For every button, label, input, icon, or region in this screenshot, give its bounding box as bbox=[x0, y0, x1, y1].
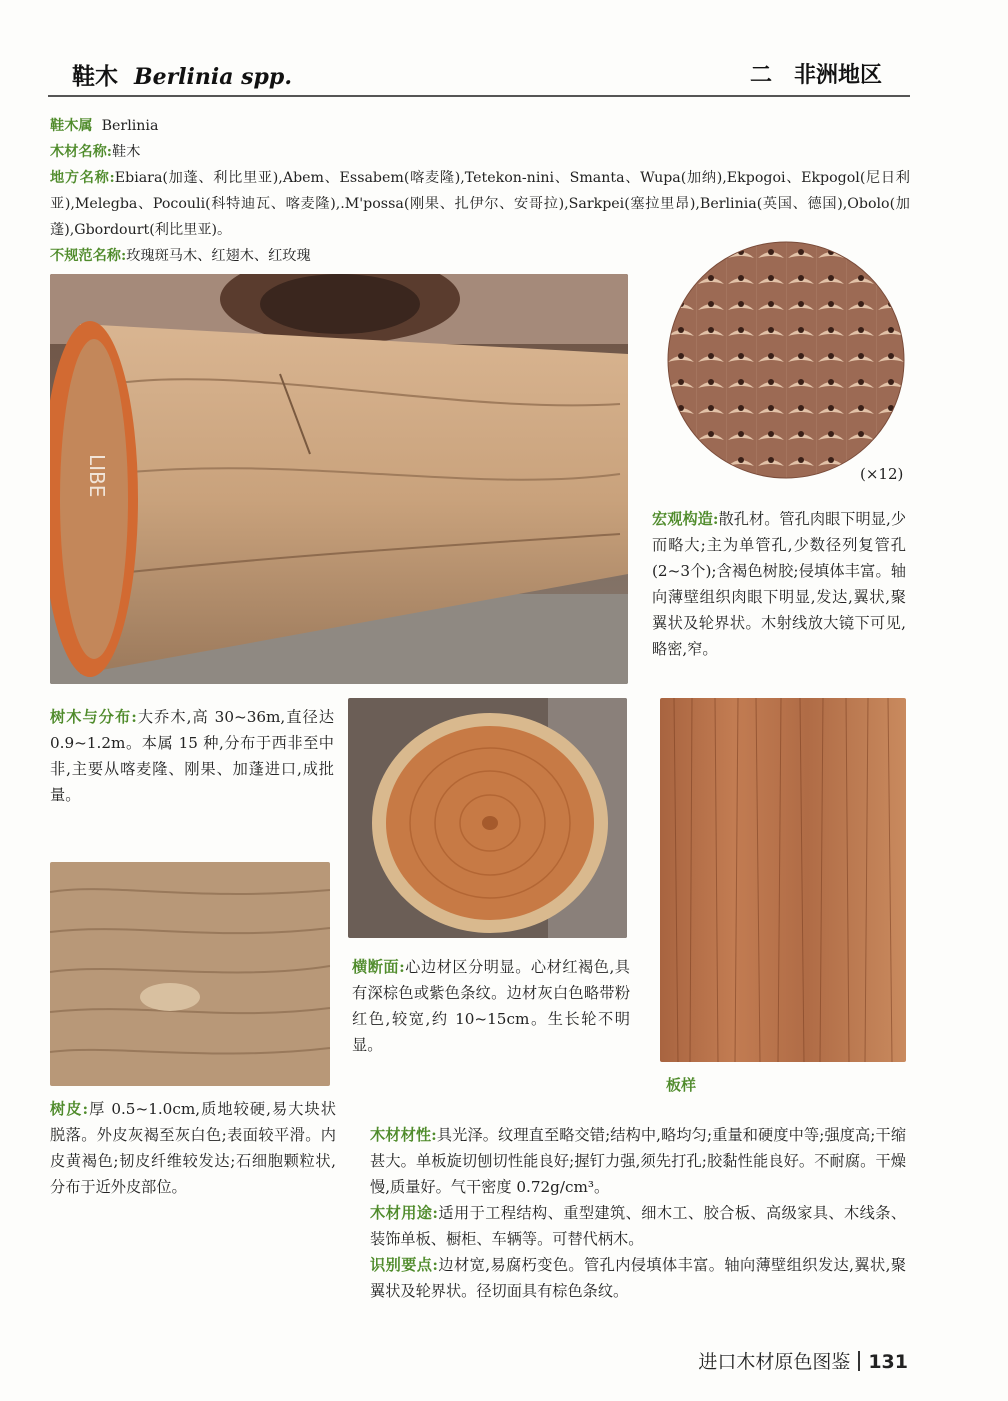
macro-structure-label: 宏观构造: bbox=[652, 510, 719, 528]
nonstandard-names-value: 玫瑰斑马木、红翅木、红玫瑰 bbox=[126, 248, 311, 264]
tree-distribution-label: 树木与分布: bbox=[50, 708, 137, 726]
section-title: 非洲地区 bbox=[793, 63, 882, 88]
genus-label: 鞋木属 bbox=[50, 118, 93, 134]
genus-line bbox=[50, 113, 910, 139]
book-title: 进口木材原色图鉴 bbox=[698, 1351, 851, 1373]
identification-text: 边材宽,易腐朽变色。管孔内侵填体丰富。轴向薄壁组织发达,翼状,聚翼状及轮界状。径切面具有棕色条纹。 bbox=[370, 1256, 907, 1300]
tree-distribution-text: 大乔木,高 30~36m,直径达 0.9~1.2m。本属 15 种,分布于西非至中非,主要从喀麦隆、刚果、加蓬进口,成批量。 bbox=[50, 708, 335, 804]
bark-photo bbox=[50, 862, 330, 1086]
macro-pore-illustration bbox=[666, 240, 906, 480]
page-header-title bbox=[72, 58, 292, 91]
uses-paragraph bbox=[370, 1200, 906, 1252]
timber-name-label: 木材名称: bbox=[50, 144, 112, 160]
timber-name-line bbox=[50, 139, 910, 165]
cross-section-illustration bbox=[348, 698, 627, 938]
log-illustration bbox=[50, 274, 628, 684]
page-footer bbox=[698, 1347, 908, 1374]
board-sample-caption: 板样 bbox=[666, 1076, 697, 1094]
properties-label: 木材材性: bbox=[370, 1126, 437, 1144]
properties-paragraph bbox=[370, 1122, 906, 1200]
identification-label: 识别要点: bbox=[370, 1256, 438, 1274]
footer-divider bbox=[858, 1351, 860, 1371]
species-name-cn: 鞋木 bbox=[72, 64, 118, 90]
timber-name-value: 鞋木 bbox=[112, 144, 141, 160]
section-number: 二 bbox=[749, 63, 772, 88]
macro-structure-text: 散孔材。管孔肉眼下明显,少而略大;主为单管孔,少数径列复管孔(2~3个);含褐色树胶;侵填体丰富。轴向薄壁组织肉眼下明显,发达,翼状,聚翼状及轮界状。木射线放大镜下可见,略密,窄。 bbox=[652, 510, 907, 658]
bark-illustration bbox=[50, 862, 330, 1086]
genus-value: Berlinia bbox=[101, 118, 159, 134]
local-names-value: Ebiara(加蓬、利比里亚),Abem、Essabem(喀麦隆),Tetekon-nini、Smanta、Wupa(加纳),Ekpogoi、Ekpogol(尼日利亚),Melegba、Pocouli(科特迪瓦、喀麦隆),.M'possa(刚果、扎伊尔、安哥拉),Sarkpei(塞拉里昂),Berlinia(英国、德国),Obolo(加蓬),Gbordourt(利比里亚)。 bbox=[50, 170, 910, 238]
cross-section-photo bbox=[348, 698, 627, 938]
cross-section-label: 横断面: bbox=[352, 958, 405, 976]
log-photo bbox=[50, 274, 628, 684]
cross-section-paragraph bbox=[352, 954, 630, 1058]
magnification-label: (×12) bbox=[860, 465, 904, 483]
local-names-label: 地方名称: bbox=[50, 170, 115, 186]
uses-label: 木材用途: bbox=[370, 1204, 439, 1222]
page-number: 131 bbox=[868, 1351, 908, 1373]
board-grain-illustration bbox=[660, 698, 906, 1062]
uses-text: 适用于工程结构、重型建筑、细木工、胶合板、高级家具、木线条、装饰单板、橱柜、车辆等。可替代柄木。 bbox=[370, 1204, 907, 1248]
species-name-latin: Berlinia spp. bbox=[134, 64, 292, 90]
macro-structure-paragraph bbox=[652, 506, 906, 662]
identification-paragraph bbox=[370, 1252, 906, 1304]
cross-section-text: 心边材区分明显。心材红褐色,具有深棕色或紫色条纹。边材灰白色略带粉红色,较宽,约 10~15cm。生长轮不明显。 bbox=[352, 958, 630, 1054]
nonstandard-names-label: 不规范名称: bbox=[50, 248, 127, 264]
tree-distribution-paragraph bbox=[50, 704, 334, 808]
bark-label: 树皮: bbox=[50, 1100, 89, 1118]
header-rule bbox=[48, 95, 910, 97]
section-heading bbox=[750, 58, 882, 89]
local-names-paragraph bbox=[50, 165, 910, 243]
bark-text: 厚 0.5~1.0cm,质地较硬,易大块状脱落。外皮灰褐至灰白色;表面较平滑。内皮黄褐色;韧皮纤维较发达;石细胞颗粒状,分布于近外皮部位。 bbox=[50, 1100, 336, 1196]
svg-text:LIBE: LIBE bbox=[85, 454, 109, 498]
properties-text: 具光泽。纹理直至略交错;结构中,略均匀;重量和硬度中等;强度高;干缩甚大。单板旋切刨切性能良好;握钉力强,须先打孔;胶黏性能良好。不耐腐。干燥慢,质量好。气干密度 0.72g/cm³。 bbox=[370, 1126, 907, 1196]
macro-section-photo bbox=[666, 240, 906, 480]
bark-paragraph bbox=[50, 1096, 336, 1200]
board-sample-photo bbox=[660, 698, 906, 1062]
